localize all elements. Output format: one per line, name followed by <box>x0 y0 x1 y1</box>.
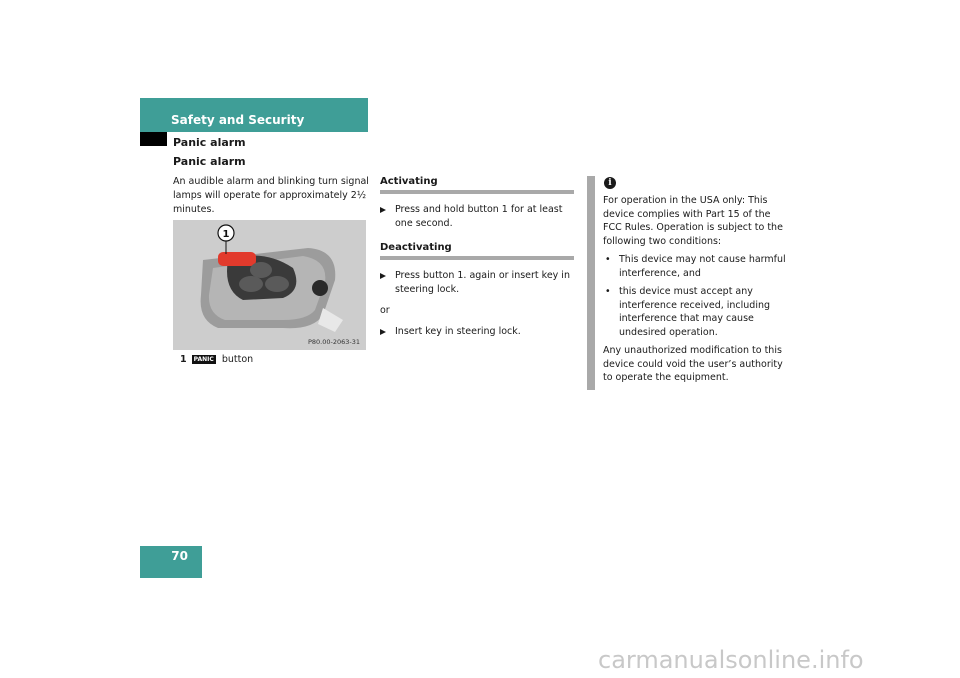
note-box <box>603 194 788 385</box>
activating-step <box>380 203 574 231</box>
panic-button-shape <box>218 252 256 266</box>
deactivating-step-1-text: Press button 1. again or insert key in steering lock. <box>395 270 570 295</box>
key-fob-drawing <box>173 220 366 350</box>
arrow-icon <box>380 273 386 279</box>
info-icon: i <box>604 177 616 189</box>
note-bullet: • this device must accept any interference received, including interference that may cause undesired operation. <box>603 285 788 339</box>
section-tab-marker <box>140 132 167 146</box>
activating-rule <box>380 190 574 194</box>
section-header-band <box>140 98 368 132</box>
note-sidebar-bar <box>587 176 595 390</box>
arrow-icon <box>380 207 386 213</box>
activating-step-text: Press and hold button 1 for at least one second. <box>395 204 563 229</box>
page-heading: Panic alarm <box>173 155 246 168</box>
note-outro: Any unauthorized modification to this device could void the user’s authority to operate the equipment. <box>603 345 783 383</box>
note-intro: For operation in the USA only: This device complies with Part 15 of the FCC Rules. Operation is subject to the following two conditions: <box>603 195 783 247</box>
deactivating-step-2 <box>380 325 574 339</box>
deactivating-step-2-text: Insert key in steering lock. <box>395 326 521 337</box>
caption-number: 1 <box>180 354 187 365</box>
activating-heading: Activating <box>380 176 438 187</box>
watermark: carmanualsonline.info <box>598 646 864 674</box>
figure-callout-number: 1 <box>222 229 230 240</box>
page-number: 70 <box>171 549 188 563</box>
arrow-icon <box>380 329 386 335</box>
figure-caption <box>180 354 253 365</box>
deactivating-rule <box>380 256 574 260</box>
figure-code: P80.00-2063-31 <box>307 338 360 346</box>
intro-paragraph: An audible alarm and blinking turn signal lamps will operate for approximately 2½ minutes. <box>173 176 369 215</box>
section-title: Safety and Security <box>171 113 305 127</box>
deactivating-heading: Deactivating <box>380 242 452 253</box>
panic-icon: PANIC <box>193 356 214 363</box>
page-number-box <box>140 546 202 578</box>
deactivating-step-1 <box>380 269 574 297</box>
key-fob-illustration <box>173 220 366 350</box>
or-text: or <box>380 305 390 316</box>
subsection-title: Panic alarm <box>173 136 246 149</box>
activating-section <box>380 176 574 231</box>
note-bullet: • This device may not cause harmful interference, and <box>603 253 788 280</box>
caption-text: button <box>221 354 254 365</box>
deactivating-section <box>380 242 574 339</box>
